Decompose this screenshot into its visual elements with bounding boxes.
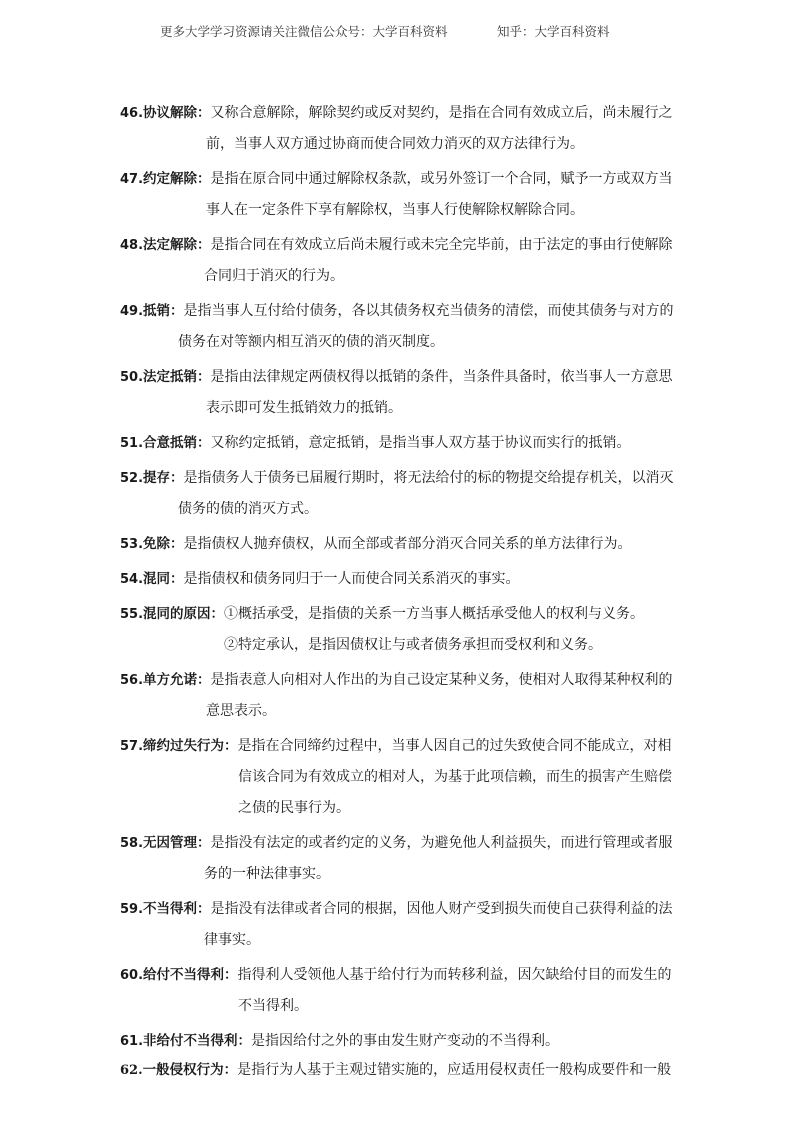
entry-definition-text: 律事实。: [204, 932, 260, 948]
entry-term: 法定抵销：: [143, 369, 211, 385]
entry-definition-text: 合同归于消灭的行为。: [204, 268, 344, 284]
entry-continuation-line: [120, 327, 680, 358]
entry-definition-text: 是指行为人基于主观过错实施的，应适用侵权责任一般构成要件和一般: [237, 1062, 672, 1078]
glossary-entry: [120, 1026, 680, 1057]
entry-first-line: [120, 828, 680, 859]
entry-definition-text: 前，当事人双方通过协商而使合同效力消灭的双方法律行为。: [206, 136, 584, 152]
entry-definition-text: 信该合同为有效成立的相对人，为基于此项信赖，而生的损害产生赔偿: [238, 769, 672, 785]
entry-term: 约定解除：: [143, 171, 211, 187]
entry-continuation-line: [120, 494, 680, 525]
entry-definition-text: 是指债权和债务同归于一人而使合同关系消灭的事实。: [183, 571, 520, 587]
entry-number: 57.: [120, 739, 144, 754]
entry-term: 混同：: [143, 571, 184, 587]
entry-first-line: [120, 894, 680, 925]
entry-first-line: [120, 599, 680, 630]
entry-number: 55.: [120, 607, 144, 622]
entry-first-line: [120, 296, 680, 327]
entry-first-line: [120, 230, 680, 261]
glossary-entries: [120, 98, 680, 1090]
page-header: [0, 22, 793, 42]
entry-term: 法定解除：: [143, 237, 211, 253]
entry-continuation-line: [120, 859, 680, 890]
entry-first-line: [120, 362, 680, 393]
entry-number: 58.: [120, 836, 144, 851]
glossary-entry: [120, 1055, 680, 1086]
glossary-entry: [120, 828, 680, 890]
glossary-entry: [120, 599, 680, 661]
glossary-entry: [120, 894, 680, 956]
entry-first-line: [120, 1055, 680, 1086]
header-right-text: 知乎：大学百科资料: [497, 24, 610, 39]
entry-number: 59.: [120, 902, 144, 917]
glossary-entry: [120, 428, 680, 459]
entry-number: 50.: [120, 370, 144, 385]
entry-definition-text: 是指因给付之外的事由发生财产变动的不当得利。: [251, 1033, 560, 1049]
entry-definition-text: 是指当事人互付给付债务，各以其债务权充当债务的清偿，而使其债务与对方的: [183, 303, 674, 319]
entry-definition-text: 是指没有法律或者合同的根据，因他人财产受到损失而使自己获得利益的法: [210, 901, 673, 917]
entry-definition-text: 指得利人受领他人基于给付行为而转移利益，因欠缺给付目的而发生的: [237, 967, 672, 983]
glossary-entry: [120, 529, 680, 560]
glossary-entry: [120, 296, 680, 358]
entry-first-line: [120, 164, 680, 195]
entry-number: 47.: [120, 172, 144, 187]
entry-term: 免除：: [143, 536, 184, 552]
entry-continuation-line: [120, 195, 680, 226]
entry-term: 单方允诺：: [143, 672, 211, 688]
glossary-entry: [120, 463, 680, 525]
glossary-entry: [120, 665, 680, 727]
entry-term: 协议解除：: [143, 105, 211, 121]
entry-first-line: [120, 564, 680, 595]
entry-definition-text: 是指表意人向相对人作出的为自己设定某种义务，使相对人取得某种权利的: [210, 672, 673, 688]
entry-term: 不当得利：: [143, 901, 211, 917]
entry-term: 一般侵权行为：: [142, 1062, 238, 1078]
entry-definition-text: 是指债务人于债务已届履行期时，将无法给付的标的物提交给提存机关，以消灭: [183, 470, 674, 486]
glossary-entry: [120, 564, 680, 595]
entry-number: 60.: [120, 968, 144, 983]
entry-definition-text: ①概括承受，是指债的关系一方当事人概括承受他人的权利与义务。: [224, 606, 645, 622]
entry-first-line: [120, 960, 680, 991]
entry-term: 给付不当得利：: [143, 967, 238, 983]
entry-definition-text: 务的一种法律事实。: [204, 866, 330, 882]
entry-term: 缔约过失行为：: [143, 738, 238, 754]
entry-term: 合意抵销：: [143, 435, 211, 451]
entry-number: 62.: [120, 1063, 143, 1078]
entry-term: 提存：: [143, 470, 184, 486]
entry-first-line: [120, 98, 680, 129]
glossary-entry: [120, 230, 680, 292]
entry-definition-text: 是指在合同缔约过程中，当事人因自己的过失致使合同不能成立，对相: [237, 738, 672, 754]
entry-definition-text: 之债的民事行为。: [238, 800, 350, 816]
entry-definition-text: 意思表示。: [206, 703, 276, 719]
entry-definition-text: 是指债权人抛弃债权，从而全部或者部分消灭合同关系的单方法律行为。: [183, 536, 632, 552]
entry-number: 48.: [120, 238, 144, 253]
glossary-entry: [120, 960, 680, 1022]
entry-definition-text: 又称约定抵销，意定抵销，是指当事人双方基于协议而实行的抵销。: [210, 435, 631, 451]
entry-definition-text: 不当得利。: [238, 998, 308, 1014]
header-left-text: 更多大学学习资源请关注微信公众号：大学百科资料: [160, 24, 448, 39]
entry-first-line: [120, 1026, 680, 1057]
glossary-entry: [120, 362, 680, 424]
entry-definition-text: 债务在对等额内相互消灭的债的消灭制度。: [178, 334, 444, 350]
entry-continuation-line: [120, 762, 680, 793]
entry-number: 56.: [120, 673, 144, 688]
glossary-entry: [120, 164, 680, 226]
entry-definition-text: 债务的债的消灭方式。: [178, 501, 318, 517]
entry-continuation-line: [120, 696, 680, 727]
entry-first-line: [120, 529, 680, 560]
entry-definition-text: 表示即可发生抵销效力的抵销。: [206, 400, 402, 416]
entry-number: 53.: [120, 537, 144, 552]
entry-number: 61.: [120, 1034, 144, 1049]
entry-definition-text: 又称合意解除，解除契约或反对契约，是指在合同有效成立后，尚未履行之: [210, 105, 673, 121]
entry-first-line: [120, 665, 680, 696]
entry-definition-text: 是指在原合同中通过解除权条款，或另外签订一个合同，赋予一方或双方当: [210, 171, 673, 187]
entry-continuation-line: [120, 991, 680, 1022]
entry-number: 52.: [120, 471, 144, 486]
entry-first-line: [120, 463, 680, 494]
glossary-entry: [120, 731, 680, 824]
entry-first-line: [120, 428, 680, 459]
entry-definition-text: 是指合同在有效成立后尚未履行或未完全完毕前，由于法定的事由行使解除: [210, 237, 673, 253]
entry-number: 46.: [120, 106, 144, 121]
entry-number: 54.: [120, 572, 144, 587]
glossary-entry: [120, 98, 680, 160]
entry-term: 混同的原因：: [143, 606, 225, 622]
entry-continuation-line: [120, 925, 680, 956]
entry-continuation-line: [120, 261, 680, 292]
entry-continuation-line: [120, 630, 680, 661]
entry-number: 51.: [120, 436, 144, 451]
entry-definition-text: 是指没有法定的或者约定的义务，为避免他人利益损失，而进行管理或者服: [210, 835, 673, 851]
entry-continuation-line: [120, 129, 680, 160]
entry-term: 无因管理：: [143, 835, 211, 851]
entry-continuation-line: [120, 393, 680, 424]
entry-continuation-line: [120, 793, 680, 824]
entry-definition-text: 是指由法律规定两债权得以抵销的条件，当条件具备时，依当事人一方意思: [210, 369, 673, 385]
entry-term: 抵销：: [143, 303, 184, 319]
entry-term: 非给付不当得利：: [143, 1033, 252, 1049]
entry-definition-text: 事人在一定条件下享有解除权，当事人行使解除权解除合同。: [206, 202, 584, 218]
entry-first-line: [120, 731, 680, 762]
entry-number: 49.: [120, 304, 144, 319]
entry-definition-text: ②特定承认，是指因债权让与或者债务承担而受权利和义务。: [224, 637, 602, 653]
